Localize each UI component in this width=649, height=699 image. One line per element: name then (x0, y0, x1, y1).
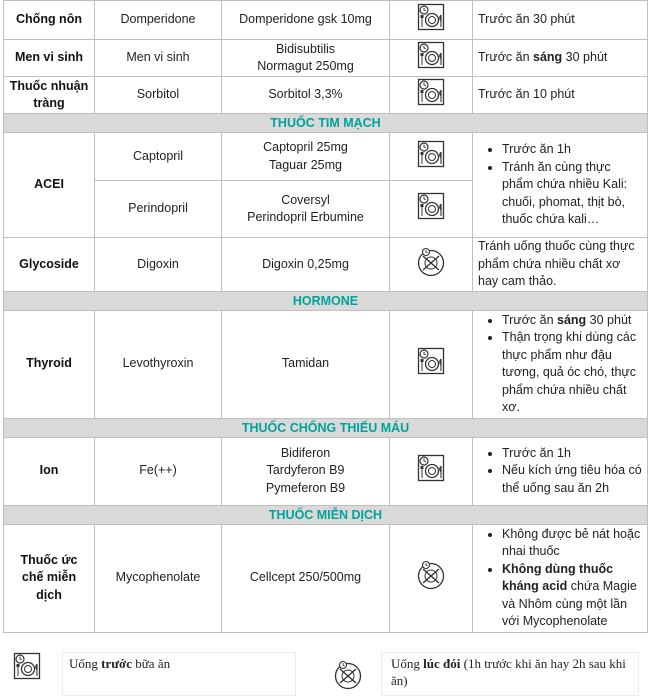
brand-line: Taguar 25mg (269, 157, 342, 172)
before-meal-icon (417, 347, 445, 381)
legend-before-text (69, 655, 289, 672)
drug-group: Thuốc ức chế miễn dịch (4, 524, 95, 632)
active-ingredient: Perindopril (95, 181, 222, 238)
legend-emphasis: lúc đói (423, 656, 461, 671)
table-row (4, 310, 648, 418)
table-row (4, 40, 648, 77)
section-title: HORMONE (4, 291, 648, 310)
active-ingredient: Captopril (95, 133, 222, 181)
brand-name (222, 40, 390, 77)
note-emphasis: sáng (533, 50, 563, 65)
note-item: • Không được bẻ nát hoặc nhai thuốc (502, 526, 642, 561)
drug-timing-table (3, 0, 648, 633)
note-text: chứa Magie và Nhôm cùng một lần với Mycophenolate (502, 579, 637, 628)
note-item: • Tránh ăn cùng thực phẩm chứa nhiều Kali: chuối, phomat, thịt bò, thuốc chứa kali… (502, 159, 642, 229)
section-title: THUỐC MIỄN DỊCH (4, 505, 648, 524)
table-row (4, 77, 648, 114)
brand-line: Bidiferon (280, 445, 331, 460)
active-ingredient: Domperidone (95, 1, 222, 40)
legend-text: (1h trước khi ăn hay 2h sau khi ăn) (391, 656, 626, 688)
brand-name: Domperidone gsk 10mg (222, 1, 390, 40)
section-header-immune (4, 505, 648, 524)
drug-group: Thuốc nhuận tràng (4, 77, 95, 114)
brand-line: Captopril 25mg (263, 140, 348, 154)
brand-line: Coversyl (281, 192, 330, 207)
timing-cell (390, 133, 473, 181)
timing-cell (390, 524, 473, 632)
brand-line: Pymeferon B9 (265, 480, 346, 495)
before-meal-icon (417, 454, 445, 488)
drug-group: ACEI (4, 133, 95, 238)
drug-group: Ion (4, 437, 95, 505)
note-text: Trước ăn (478, 50, 533, 65)
brand-name: Sorbitol 3,3% (222, 77, 390, 114)
brand-line: Normagut 250mg (257, 59, 354, 73)
note-emphasis: Không dùng thuốc kháng acid (502, 561, 614, 593)
timing-cell (390, 40, 473, 77)
table-row (4, 238, 648, 292)
timing-cell (390, 238, 473, 292)
drug-group: Thyroid (4, 310, 95, 418)
note-item: • Nếu kích ứng tiêu hóa có thể uống sau ăn 2h (502, 462, 642, 497)
usage-note (473, 524, 648, 632)
before-meal-icon (417, 41, 445, 75)
table-row (4, 524, 648, 632)
brand-name: Digoxin 0,25mg (222, 238, 390, 292)
note-item: • Trước ăn 1h (502, 141, 642, 159)
brand-name (222, 133, 390, 181)
before-meal-icon (417, 3, 445, 37)
timing-cell (390, 437, 473, 505)
usage-note (473, 310, 648, 418)
before-meal-icon (417, 192, 445, 226)
brand-line: Perindopril Erbumine (247, 210, 364, 224)
brand-name (222, 437, 390, 505)
drug-group: Men vi sinh (4, 40, 95, 77)
drug-group: Chống nôn (4, 1, 95, 40)
legend-text: bữa ăn (132, 656, 171, 671)
brand-name: Tamidan (222, 310, 390, 418)
note-text: 30 phút (562, 50, 608, 65)
note-text: Trước ăn (502, 312, 557, 327)
legend-text: Uống (69, 656, 102, 671)
legend-empty-text (391, 655, 637, 689)
table-row (4, 437, 648, 505)
note-item: • Thận trọng khi dùng các thực phẩm như đậu tương, quả óc chó, thực phẩm chứa nhiều chất xơ. (502, 329, 642, 417)
legend-empty-stomach-icon (333, 660, 363, 695)
brand-line: Bidisubtilis (275, 41, 336, 56)
drug-group: Glycoside (4, 238, 95, 292)
active-ingredient: Sorbitol (95, 77, 222, 114)
legend-text: Uống (391, 656, 424, 671)
section-header-hormone (4, 291, 648, 310)
usage-note: Trước ăn 10 phút (473, 77, 648, 114)
note-emphasis: sáng (557, 312, 587, 327)
section-title: THUỐC TIM MẠCH (4, 114, 648, 133)
note-item (502, 561, 642, 631)
active-ingredient: Levothyroxin (95, 310, 222, 418)
empty-stomach-icon (416, 247, 446, 283)
brand-line: Tardyferon B9 (266, 463, 345, 478)
timing-cell (390, 181, 473, 238)
note-item (502, 312, 642, 330)
legend-emphasis: trước (101, 656, 133, 671)
before-meal-icon (417, 78, 445, 112)
timing-cell (390, 77, 473, 114)
active-ingredient: Men vi sinh (95, 40, 222, 77)
usage-note (473, 40, 648, 77)
brand-name (222, 181, 390, 238)
legend-before-meal-icon (13, 652, 41, 685)
note-item: • Trước ăn 1h (502, 445, 642, 463)
section-header-anemia (4, 418, 648, 437)
active-ingredient: Digoxin (95, 238, 222, 292)
table-row (4, 1, 648, 40)
empty-stomach-icon (416, 560, 446, 596)
section-title: THUỐC CHỐNG THIẾU MÁU (4, 418, 648, 437)
before-meal-icon (417, 140, 445, 174)
usage-note: Tránh uống thuốc cùng thực phẩm chứa nhiều chất xơ hay cam thảo. (473, 238, 648, 292)
usage-note (473, 437, 648, 505)
usage-note (473, 133, 648, 238)
usage-note: Trước ăn 30 phút (473, 1, 648, 40)
section-header-cardio (4, 114, 648, 133)
active-ingredient: Fe(++) (95, 437, 222, 505)
active-ingredient: Mycophenolate (95, 524, 222, 632)
table-row (4, 133, 648, 181)
timing-cell (390, 1, 473, 40)
timing-cell (390, 310, 473, 418)
brand-name: Cellcept 250/500mg (222, 524, 390, 632)
note-text: 30 phút (586, 312, 632, 327)
